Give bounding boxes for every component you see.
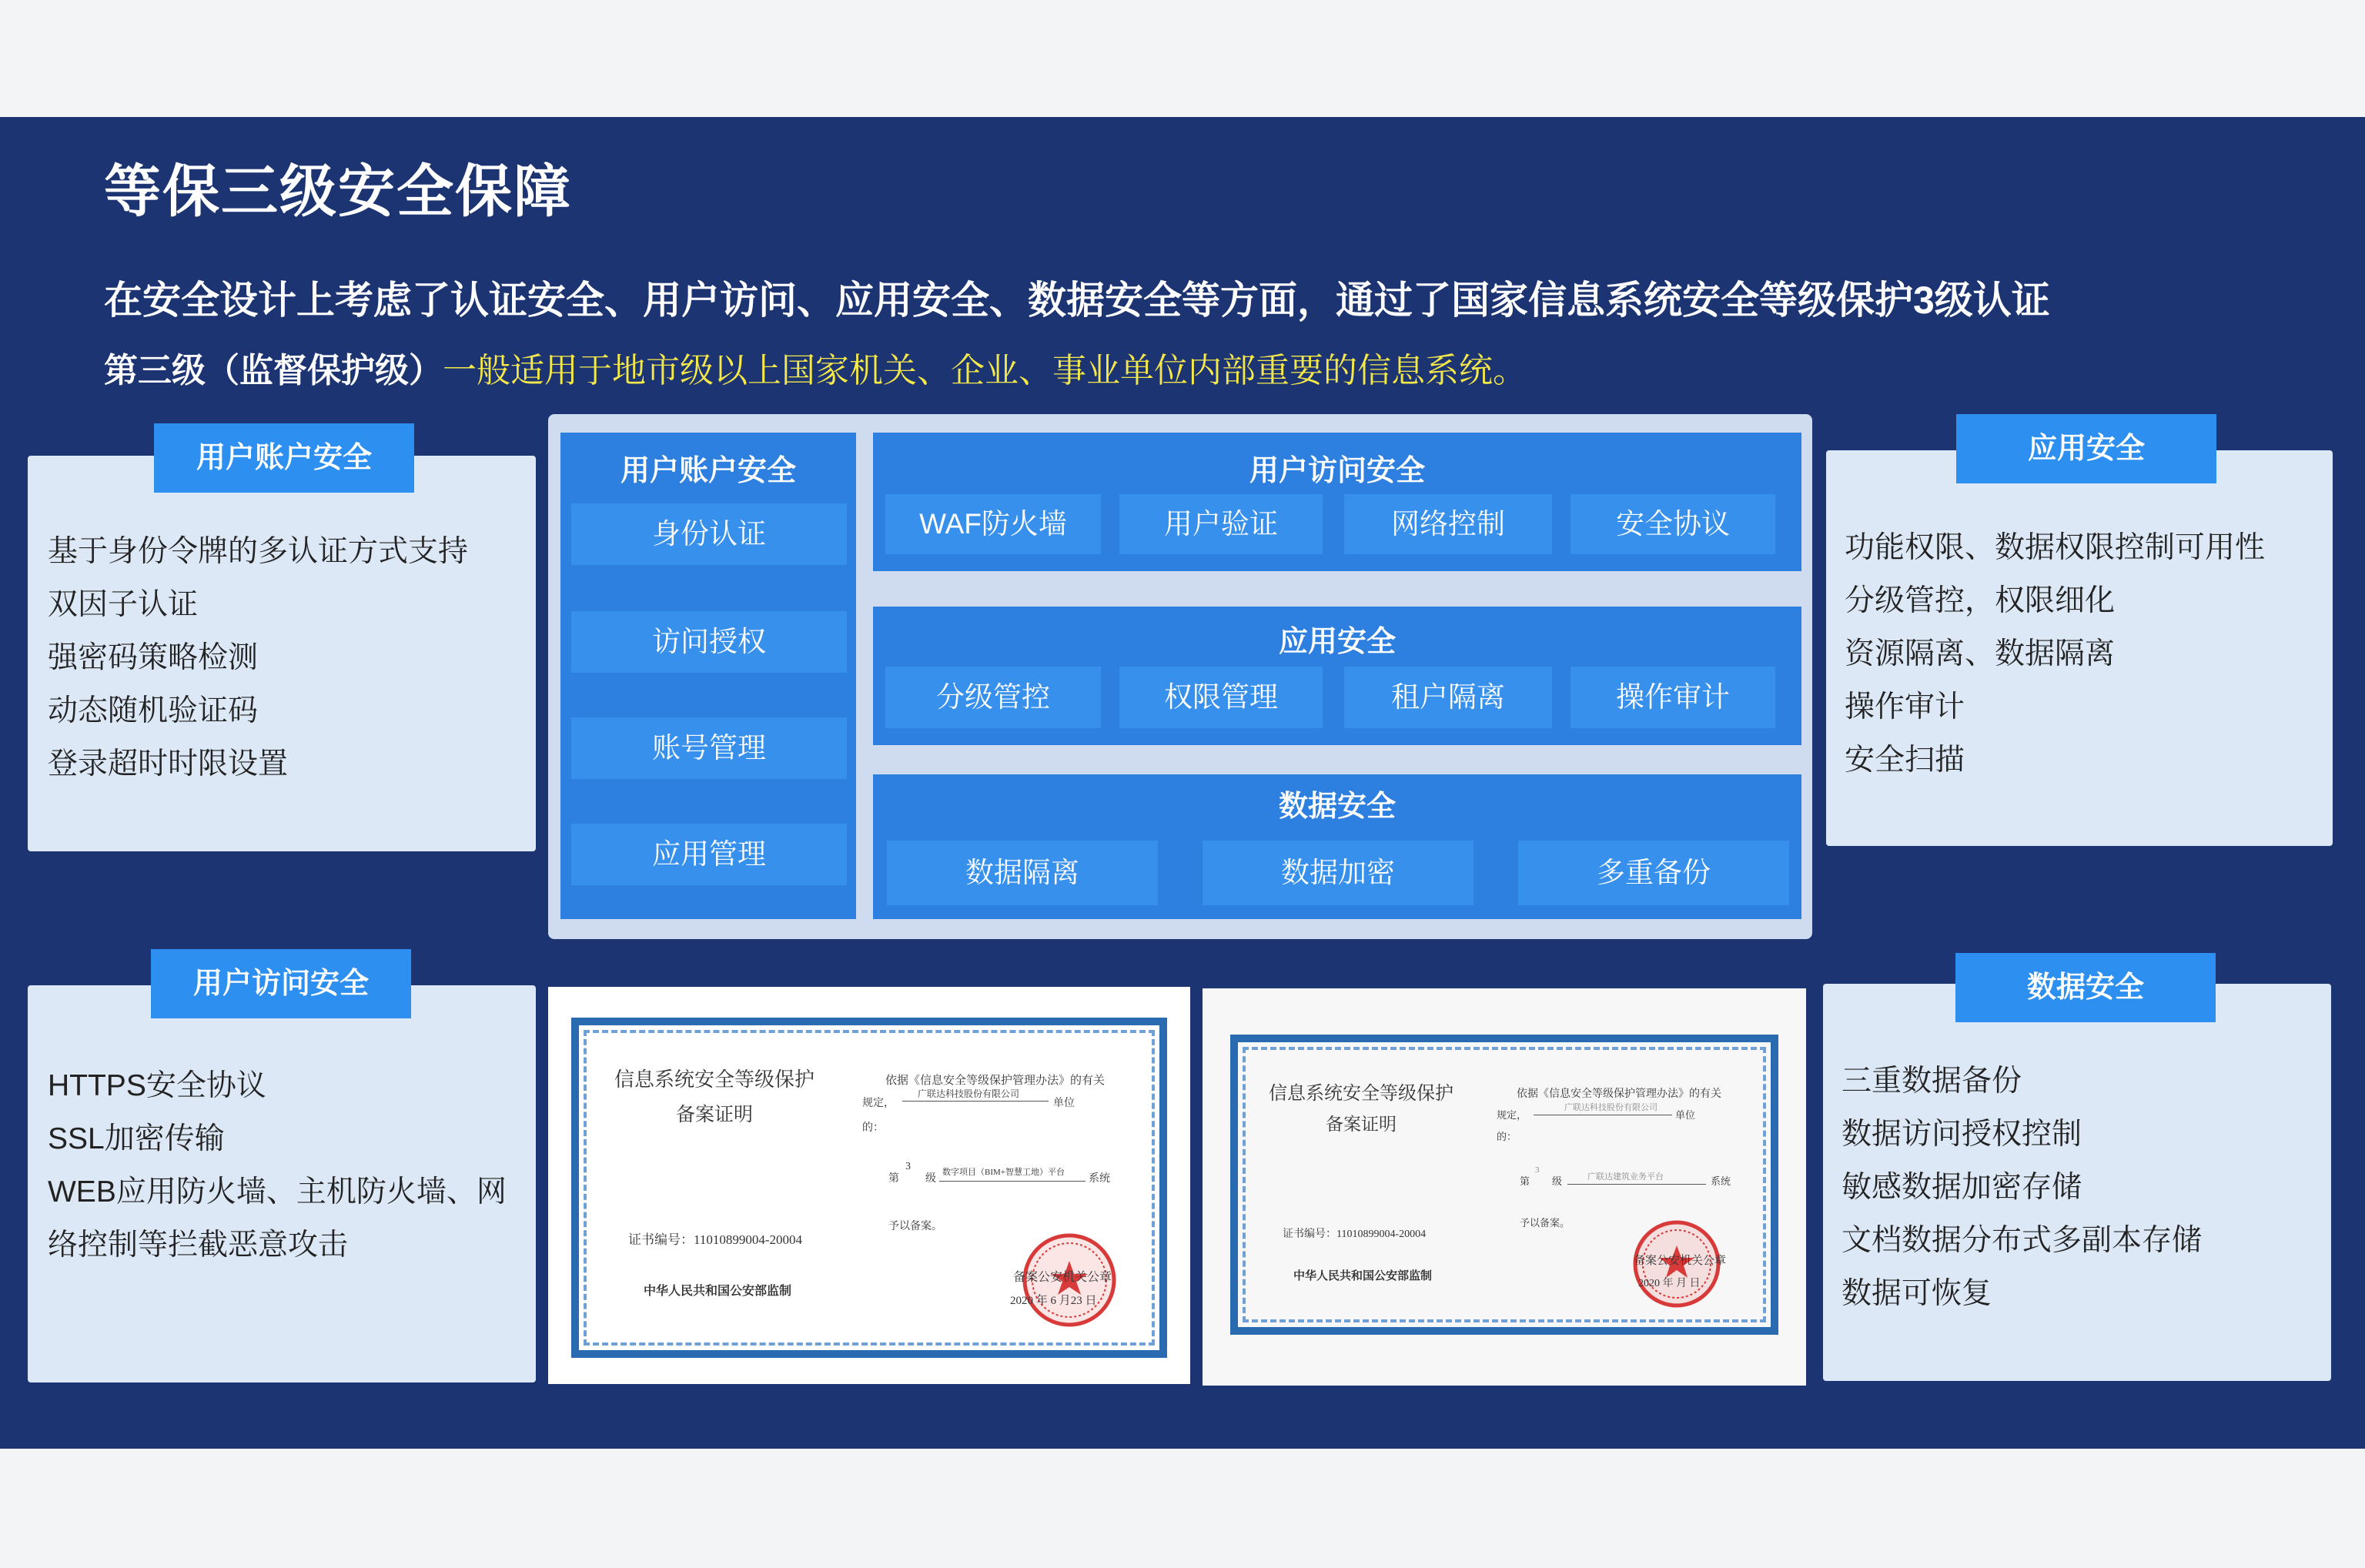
cert-heading: 信息系统安全等级保护 — [1269, 1084, 1453, 1104]
account-item-app: 应用管理 — [571, 824, 847, 885]
cert-heading: 信息系统安全等级保护 — [614, 1068, 815, 1091]
access-security-list — [48, 1059, 507, 1272]
cert-number: 证书编号：11010899004-20004 — [628, 1232, 803, 1247]
list-item: 基于身份令牌的多认证方式支持 — [48, 535, 469, 568]
cert-system: 系统 — [1089, 1173, 1110, 1185]
app-panel-title: 应用安全 — [1278, 626, 1396, 658]
data-security-card — [1823, 984, 2331, 1381]
cert-level-prefix: 第 — [888, 1173, 899, 1185]
cert-system-name: 广联达建筑业务平台 — [1587, 1172, 1664, 1182]
access-security-tag: 用户访问安全 — [151, 949, 411, 1018]
list-item: HTTPS安全协议 — [48, 1069, 266, 1102]
list-item: 登录超时时限设置 — [48, 747, 289, 781]
cert-rule: 规定， — [1497, 1109, 1527, 1121]
list-item: WEB应用防火墙、主机防火墙、网 — [48, 1175, 507, 1209]
access-item-verify: 用户验证 — [1119, 494, 1323, 554]
list-item: 数据可恢复 — [1841, 1277, 1992, 1310]
level-name: 第三级（监督保护级） — [104, 352, 443, 389]
cert-of: 的： — [862, 1122, 884, 1134]
access-item-network: 网络控制 — [1344, 494, 1552, 554]
cert-basis: 依据《信息安全等级保护管理办法》的有关 — [1517, 1088, 1721, 1100]
list-item: 资源隔离、数据隔离 — [1845, 637, 2116, 670]
cert-level-prefix: 第 — [1520, 1175, 1530, 1187]
list-item: 数据访问授权控制 — [1841, 1118, 2082, 1151]
cert-basis: 依据《信息安全等级保护管理办法》的有关 — [885, 1075, 1106, 1087]
cert-number: 证书编号：11010899004-20004 — [1283, 1229, 1427, 1240]
list-item: 强密码策略检测 — [48, 641, 259, 674]
app-item-tenant: 租户隔离 — [1344, 667, 1552, 728]
list-item: SSL加密传输 — [48, 1122, 225, 1155]
cert-authority: 中华人民共和国公安部监制 — [1293, 1270, 1433, 1282]
cert-unit: 单位 — [1053, 1098, 1075, 1109]
cert-filed: 予以备案。 — [1520, 1217, 1571, 1229]
account-security-list — [48, 525, 468, 791]
list-item: 络控制等拦截恶意攻击 — [48, 1229, 349, 1262]
level-description — [104, 343, 1527, 392]
cert-date: 2020 年 月 日 — [1638, 1278, 1701, 1289]
cert-company: 广联达科技股份有限公司 — [918, 1088, 1020, 1099]
app-security-card — [1826, 450, 2333, 846]
app-item-audit: 操作审计 — [1571, 667, 1775, 728]
cert-subheading: 备案证明 — [676, 1105, 754, 1125]
list-item: 文档数据分布式多副本存储 — [1841, 1224, 2203, 1257]
list-item: 双因子认证 — [48, 588, 199, 621]
list-item: 三重数据备份 — [1841, 1065, 2022, 1098]
data-item-backup: 多重备份 — [1518, 841, 1789, 905]
cert-level: 3 — [905, 1161, 911, 1172]
certificate-2 — [1203, 988, 1806, 1386]
cert-unit: 单位 — [1675, 1109, 1696, 1121]
list-item: 操作审计 — [1845, 690, 1965, 724]
data-item-isolation: 数据隔离 — [887, 841, 1158, 905]
app-item-permission: 权限管理 — [1119, 667, 1323, 728]
data-panel — [873, 774, 1801, 919]
cert-date: 2020 年 6 月23 日 — [1010, 1295, 1097, 1307]
app-item-hierarchy: 分级管控 — [885, 667, 1101, 728]
page-subtitle: 在安全设计上考虑了认证安全、用户访问、应用安全、数据安全等方面，通过了国家信息系统安全等级保护3级认证 — [104, 279, 2050, 322]
cert-filed: 予以备案。 — [888, 1221, 942, 1232]
access-security-card — [28, 985, 536, 1382]
account-item-authorize: 访问授权 — [571, 611, 847, 673]
data-panel-title: 数据安全 — [1278, 791, 1396, 823]
cert-level-suffix: 级 — [925, 1173, 936, 1185]
account-security-tag: 用户账户安全 — [154, 423, 414, 493]
data-security-tag: 数据安全 — [1955, 953, 2216, 1022]
cert-system: 系统 — [1711, 1175, 1731, 1187]
security-architecture — [548, 414, 1812, 939]
list-item: 功能权限、数据权限控制可用性 — [1845, 531, 2266, 564]
cert-rule: 规定， — [862, 1098, 895, 1109]
app-security-list — [1845, 521, 2265, 787]
account-panel-title: 用户账户安全 — [620, 455, 796, 487]
account-item-auth: 身份认证 — [571, 503, 847, 565]
cert-company-line — [902, 1101, 1049, 1102]
access-panel-title: 用户访问安全 — [1249, 455, 1425, 487]
cert-level: 3 — [1535, 1165, 1540, 1175]
list-item: 安全扫描 — [1845, 744, 1965, 777]
app-panel — [873, 607, 1801, 745]
cert-system-line — [939, 1181, 1085, 1182]
access-item-protocol: 安全协议 — [1571, 494, 1775, 554]
cert-of: 的： — [1497, 1131, 1517, 1142]
account-item-manage: 账号管理 — [571, 717, 847, 779]
account-security-card — [28, 456, 536, 851]
account-panel — [560, 433, 856, 919]
page-title: 等保三级安全保障 — [104, 159, 572, 223]
cert-stamp-text: 备案公安机关公章 — [1013, 1271, 1112, 1284]
cert-subheading: 备案证明 — [1326, 1115, 1397, 1134]
level-text: 一般适用于地市级以上国家机关、企业、事业单位内部重要的信息系统。 — [443, 352, 1527, 389]
cert-level-suffix: 级 — [1552, 1175, 1563, 1187]
cert-system-line — [1567, 1184, 1706, 1185]
access-panel — [873, 433, 1801, 571]
cert-stamp-text: 备案公安机关公章 — [1634, 1255, 1727, 1267]
list-item: 敏感数据加密存储 — [1841, 1171, 2082, 1204]
list-item: 动态随机验证码 — [48, 694, 259, 727]
cert-company: 广联达科技股份有限公司 — [1564, 1103, 1658, 1112]
data-item-encrypt: 数据加密 — [1203, 841, 1474, 905]
list-item: 分级管控，权限细化 — [1845, 584, 2116, 617]
certificate-1 — [548, 987, 1190, 1384]
app-security-tag: 应用安全 — [1956, 414, 2216, 483]
access-item-waf: WAF防火墙 — [885, 494, 1101, 554]
cert-authority: 中华人民共和国公安部监制 — [644, 1285, 792, 1298]
cert-system-name: 数字项目（BIM+智慧工地）平台 — [942, 1168, 1065, 1177]
data-security-list — [1841, 1055, 2202, 1320]
